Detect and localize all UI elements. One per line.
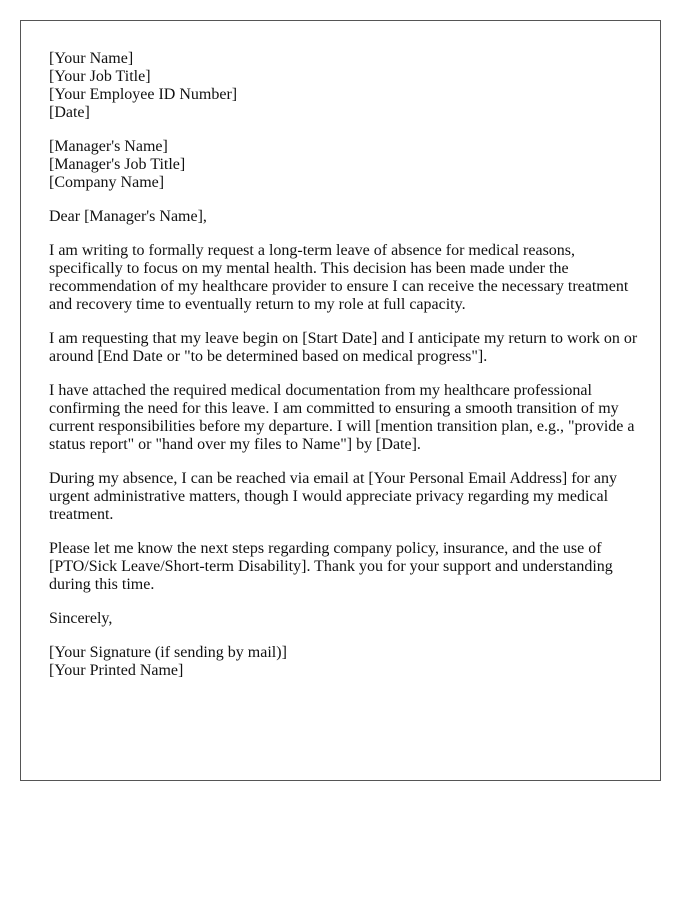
letter-date: [Date]: [49, 104, 90, 121]
body-paragraph-contact: During my absence, I can be reached via email at [Your Personal Email Address] for any urgent administrative matters, though I would appreciate privacy regarding my medical treatment.: [49, 470, 617, 523]
recipient-block: [49, 138, 632, 192]
body-paragraph-request: I am writing to formally request a long-term leave of absence for medical reasons, specifically to focus on my mental health. This decision has been made under the recommendation of my healthcare provider to ensure I can receive the necessary treatment and recovery time to eventually return to my role at full capacity.: [49, 242, 629, 313]
salutation: Dear [Manager's Name],: [49, 208, 207, 225]
body-paragraph-next-steps: Please let me know the next steps regarding company policy, insurance, and the use of [PTO/Sick Leave/Short-term Disability]. Thank you for your support and understanding during this time.: [49, 540, 613, 593]
sender-job-title: [Your Job Title]: [49, 68, 151, 85]
signature-block: [49, 644, 632, 680]
manager-name: [Manager's Name]: [49, 138, 168, 155]
sender-employee-id: [Your Employee ID Number]: [49, 86, 238, 103]
company-name: [Company Name]: [49, 174, 165, 191]
signature-line: [Your Signature (if sending by mail)]: [49, 644, 287, 661]
closing: Sincerely,: [49, 610, 113, 627]
body-paragraph-documentation: I have attached the required medical documentation from my healthcare professional confirming the need for this leave. I am committed to ensuring a smooth transition of my current responsibilities before my departure. I will [mention transition plan, e.g., "provide a status report" or "hand over my files to Name"] by [Date].: [49, 382, 635, 453]
letter-document: [20, 20, 661, 781]
body-paragraph-dates: I am requesting that my leave begin on [Start Date] and I anticipate my return to work on or around [End Date or "to be determined based on medical progress"].: [49, 330, 638, 365]
manager-job-title: [Manager's Job Title]: [49, 156, 186, 173]
printed-name: [Your Printed Name]: [49, 662, 184, 679]
sender-block: [49, 50, 632, 122]
sender-name: [Your Name]: [49, 50, 134, 67]
